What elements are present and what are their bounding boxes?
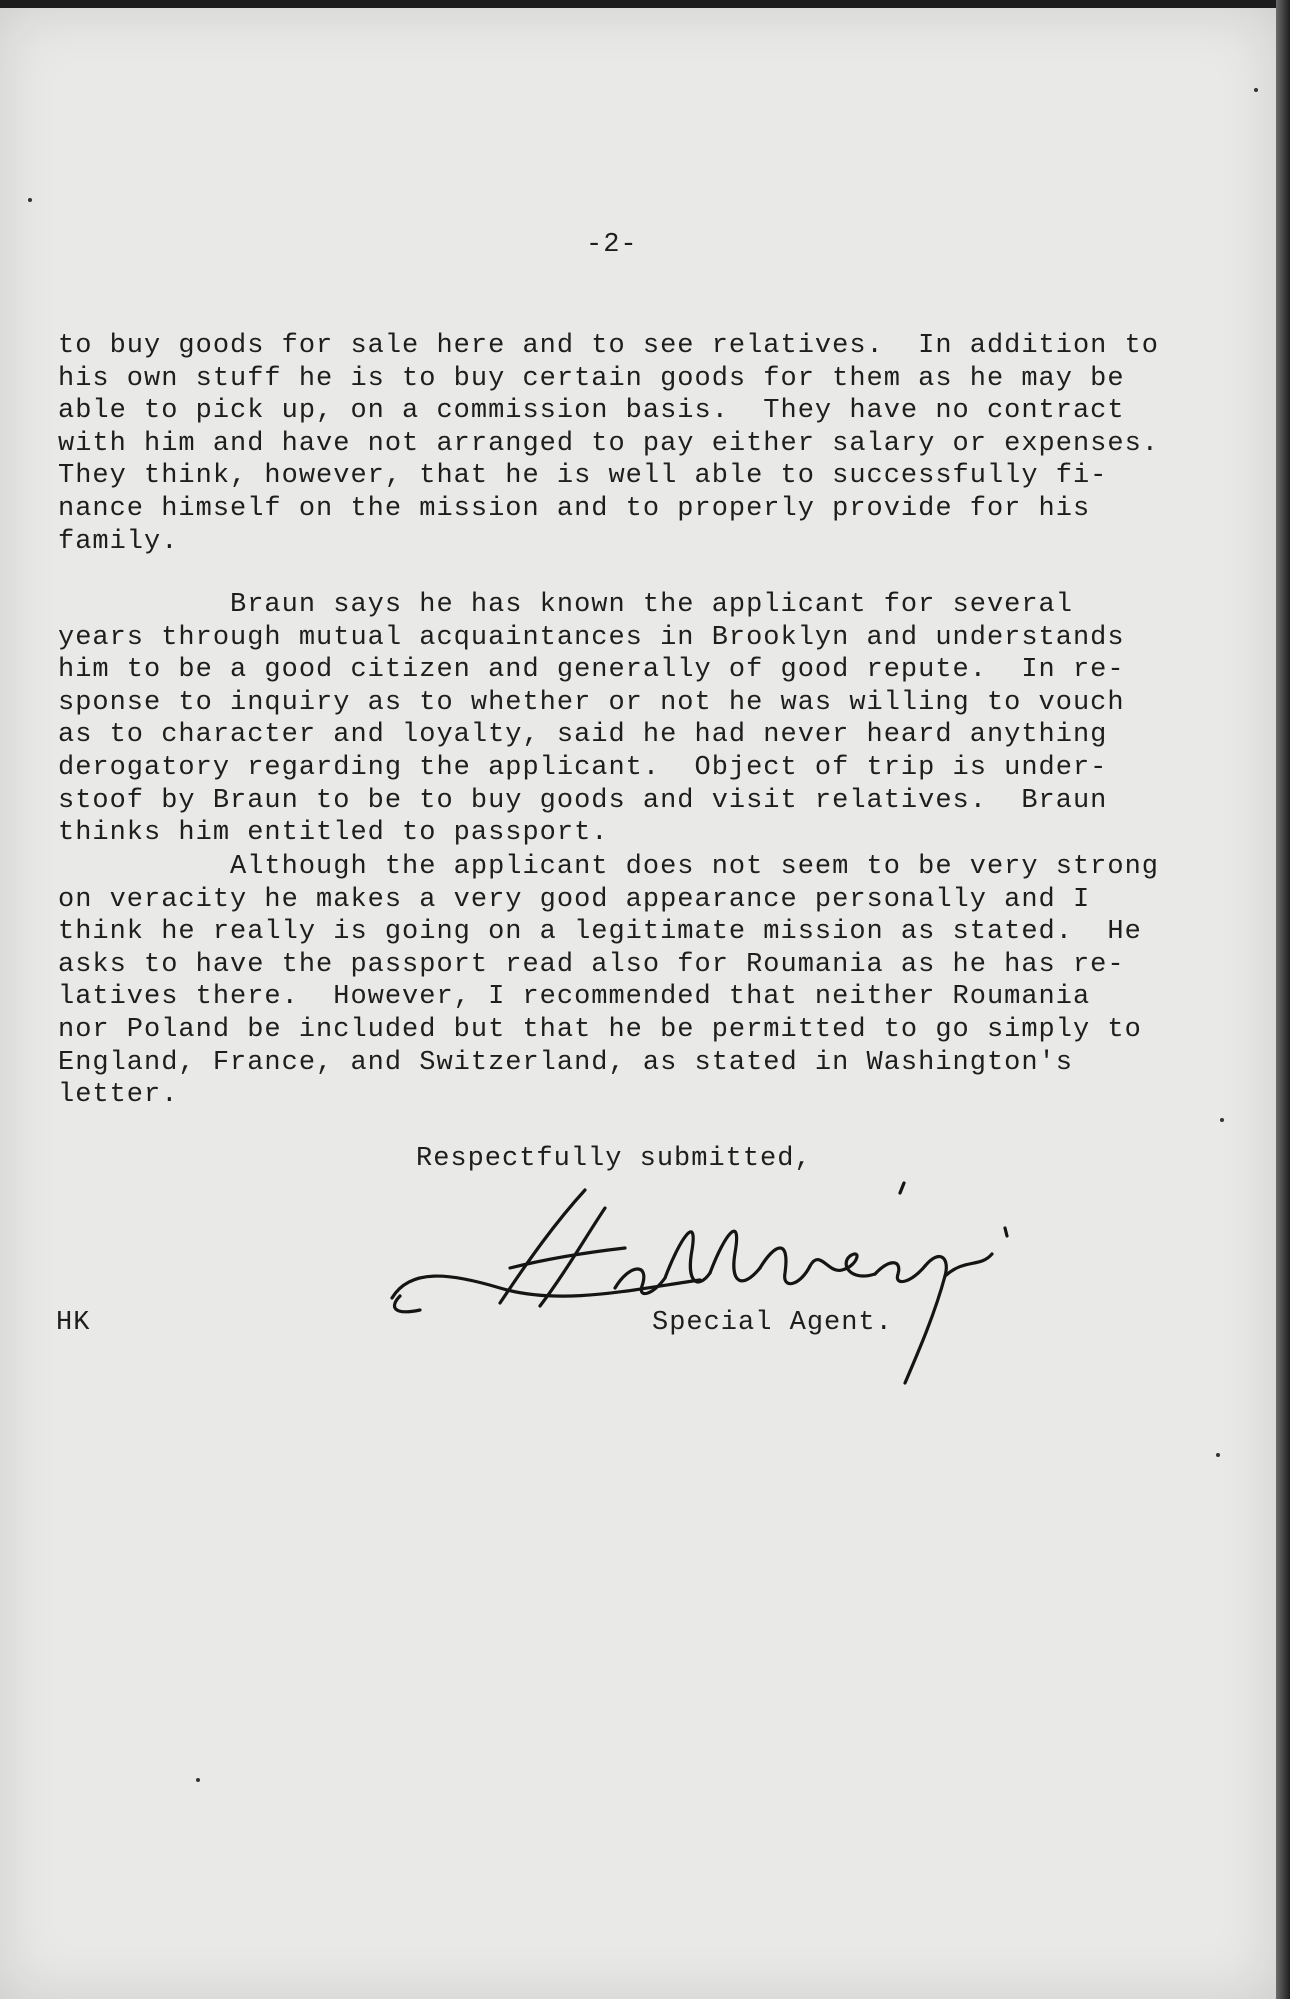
paper-speck: [1216, 1453, 1220, 1457]
paper-speck: [196, 1778, 200, 1782]
paper-speck: [1254, 88, 1258, 92]
scan-right-edge: [1276, 0, 1290, 1999]
signer-title: Special Agent.: [652, 1308, 893, 1338]
paper-speck: [28, 198, 32, 202]
page-number: -2-: [586, 230, 638, 260]
paper-speck: [1220, 1118, 1224, 1122]
paragraph-2: Braun says he has known the applicant for several years through mutual acquaintances in Brooklyn and understands him to be a good citizen and generally of good repute. In re- sponse to inquiry as to whether or not he was willing to vouch as to character and loyalty, said he had never heard anything derogatory regarding the applicant. Object of trip is under- stoof by Braun to be to buy goods and visit relatives. Braun thinks him entitled to passport.: [58, 590, 1125, 849]
letter-page: [0, 8, 1276, 1999]
typist-initials: HK: [56, 1308, 91, 1338]
closing-line: Respectfully submitted,: [416, 1144, 812, 1174]
scan-top-edge: [0, 0, 1290, 8]
paragraph-3: Although the applicant does not seem to be very strong on veracity he makes a very good appearance personally and I think he really is going on a legitimate mission as stated. He asks to have the passport read also for Roumania as he has re- latives there. However, I recommended that neither Roumania nor Poland be included but that he be permitted to go simply to England, France, and Switzerland, as stated in Washington's letter.: [58, 852, 1159, 1111]
handwritten-signature: [380, 1178, 1100, 1388]
paragraph-1: to buy goods for sale here and to see relatives. In addition to his own stuff he is to buy certain goods for them as he may be able to pick up, on a commission basis. They have no contract with him and have not arranged to pay either salary or expenses. They think, however, that he is well able to successfully fi- nance himself on the mission and to properly provide for his family.: [58, 331, 1159, 557]
